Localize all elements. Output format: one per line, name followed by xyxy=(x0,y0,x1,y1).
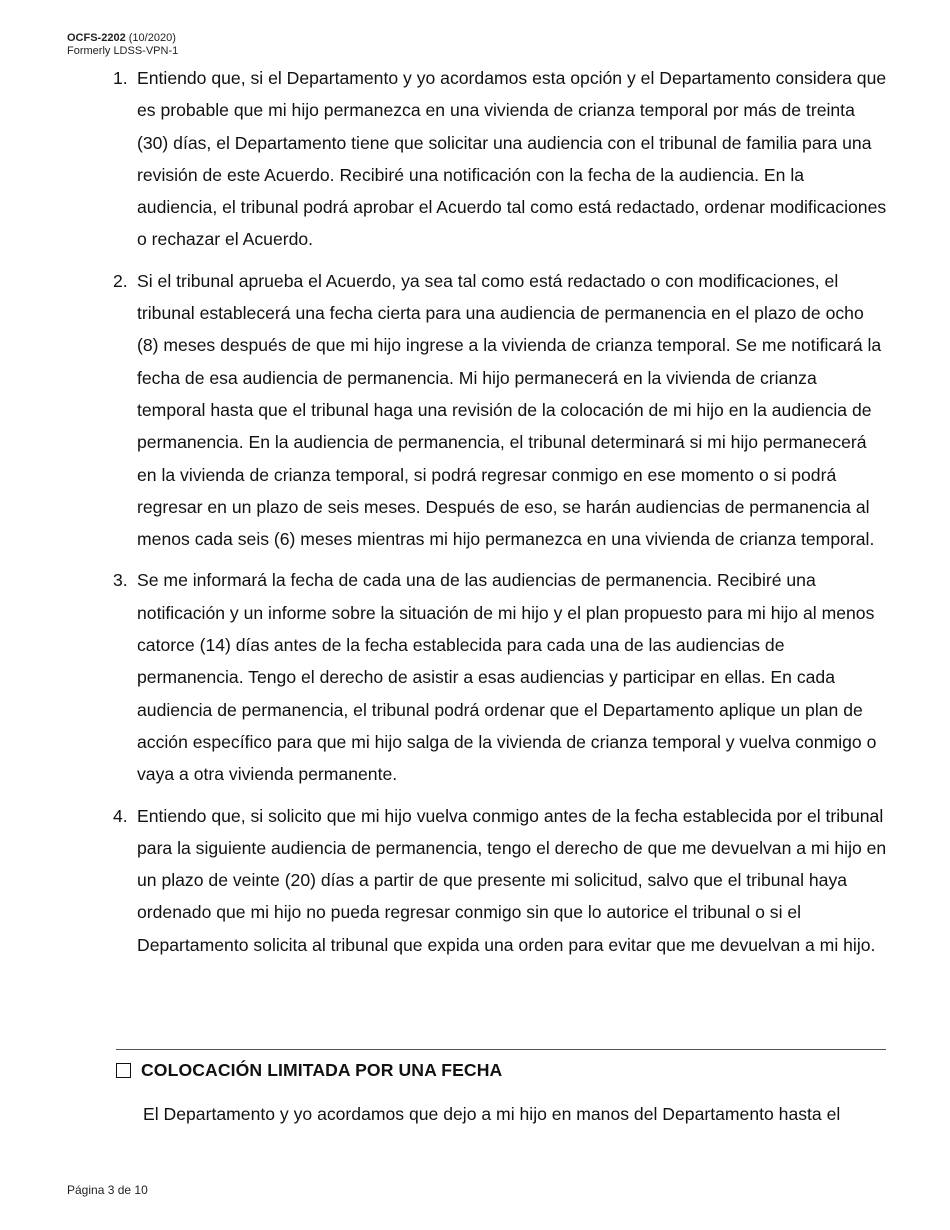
section-divider xyxy=(116,1049,886,1050)
page-number: Página 3 de 10 xyxy=(67,1183,148,1197)
list-item xyxy=(113,62,888,256)
form-code: OCFS-2202 xyxy=(67,32,126,44)
list-item-number: 4. xyxy=(113,805,128,826)
section-heading xyxy=(116,1060,502,1081)
list-item-number: 3. xyxy=(113,570,128,591)
section-title: COLOCACIÓN LIMITADA POR UNA FECHA xyxy=(141,1060,503,1080)
formerly-code: Formerly LDSS-VPN-1 xyxy=(67,45,179,57)
form-date: (10/2020) xyxy=(128,32,176,44)
list-item-number: 2. xyxy=(113,270,128,291)
terms-list xyxy=(113,62,888,970)
form-header xyxy=(67,32,178,58)
list-item-text: Se me informará la fecha de cada una de las audiencias de permanencia. Recibiré una notificación y un informe sobre la situación de mi hijo y el plan propuesto para mi hijo al menos catorce (14) días antes de la fecha establecida para cada una de las audiencias de permanencia. Tengo el derecho de asistir a esas audiencias y participar en ellas. En cada audiencia de permanencia, el tribunal podrá ordenar que el Departamento aplique un plan de acción específico para que mi hijo salga de la vivienda de crianza temporal y vuelva conmigo o vaya a otra vivienda permanente. xyxy=(137,570,877,785)
limited-placement-checkbox[interactable] xyxy=(116,1063,131,1078)
list-item xyxy=(113,564,888,790)
section-body-text: El Departamento y yo acordamos que dejo a mi hijo en manos del Departamento hasta el xyxy=(143,1104,841,1124)
list-item xyxy=(113,800,888,961)
list-item-text: Si el tribunal aprueba el Acuerdo, ya sea tal como está redactado o con modificaciones, el tribunal establecerá una fecha cierta para una audiencia de permanencia en el plazo de ocho (8) meses después de que mi hijo ingrese a la vivienda de crianza temporal. Se me notificará la fecha de esa audiencia de permanencia. Mi hijo permanecerá en la vivienda de crianza temporal hasta que el tribunal haga una revisión de la colocación de mi hijo en la audiencia de permanencia. En la audiencia de permanencia, el tribunal determinará si mi hijo permanecerá en la vivienda de crianza temporal, si podrá regresar conmigo en ese momento o si podrá regresar en un plazo de seis meses. Después de eso, se harán audiencias de permanencia al menos cada seis (6) meses mientras mi hijo permanezca en una vivienda de crianza temporal. xyxy=(137,270,882,550)
list-item-number: 1. xyxy=(113,68,128,88)
form-code-line xyxy=(67,32,178,45)
list-item-text: Entiendo que, si el Departamento y yo acordamos esta opción y el Departamento considera que es probable que mi hijo permanezca en una vivienda de crianza temporal por más de treinta (30) días, el Departamento tiene que solicitar una audiencia con el tribunal de familia para una revisión de este Acuerdo. Recibiré una notificación con la fecha de la audiencia. En la audiencia, el tribunal podrá aprobar el Acuerdo tal como está redactado, ordenar modificaciones o rechazar el Acuerdo. xyxy=(137,68,887,250)
list-item-text: Entiendo que, si solicito que mi hijo vuelva conmigo antes de la fecha establecida por el tribunal para la siguiente audiencia de permanencia, tengo el derecho de que me devuelvan a mi hijo en un plazo de veinte (20) días a partir de que presente mi solicitud, salvo que el tribunal haya ordenado que mi hijo no pueda regresar conmigo sin que lo autorice el tribunal o si el Departamento solicita al tribunal que expida una orden para evitar que me devuelvan a mi hijo. xyxy=(137,805,887,955)
list-item xyxy=(113,265,888,556)
